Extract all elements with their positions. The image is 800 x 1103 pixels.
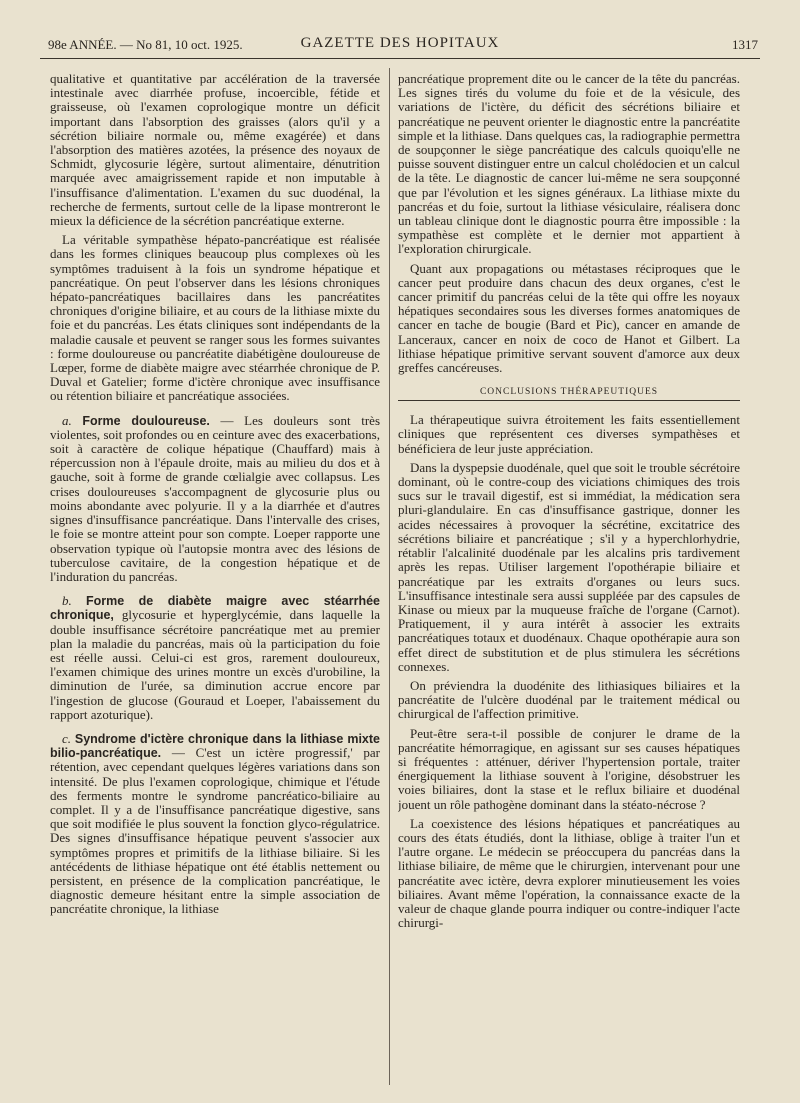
- paragraph-body: — Les douleurs sont très violentes, soit profondes ou en ceinture avec des exacerbations, soit à caractère de colique hépatique (Chauffard) mais à répercussion non à l'épaule droite, mais au milieu du dos et à gauche, soit à forme de grande cœlialgie avec collapsus. Les crises douloureuses s'accompagnent de glycosurie plus ou moins abondante avec polyurie. Il y a la diarrhée et d'autres signes d'insuffisance pancréatique. Dans l'intervalle des crises, le foie se montre atteint pour son compte. Loeper rapporte une observation typique où l'autopsie montra avec des lésions de tuberculose cavitaire, de la congestion hépatique et de l'induration du pancréas.: [50, 412, 380, 584]
- paragraph: qualitative et quantitative par accélération de la traversée intestinale avec diarrhée profuse, incoercible, fétide et graisseuse, où l'examen coprologique montre un déficit important dans l'absorption des graisses (alors qu'il y a sécrétion biliaire normale ou, même exagérée) et dans l'absorption des matières azotées, la présence des noyaux de Schmidt, glycosurie légère, surtout alimentaire, dénutrition marquée avec amaigrissement rapide et non imputable à l'insuffisance d'alimentation. L'examen du suc duodénal, la recherche de ferments, surtout celle de la lipase montreront le mieux la déficience de la sécrétion pancréatique externe.: [50, 72, 380, 229]
- paragraph: La thérapeutique suivra étroitement les faits essentiellement cliniques que représentent ces diverses sympathèses et bénéficiera de leur juste appréciation.: [398, 412, 740, 456]
- run-in-heading: Forme de diabète maigre avec stéarrhée chronique,: [50, 594, 380, 623]
- paragraph: Peut-être sera-t-il possible de conjurer le drame de la pancréatite hémorragique, en agissant sur ses causes hépatiques si fréquentes : atténuer, dériver l'hypertension portale, traiter énergiquement la lithiase souvent à l'origine, désobstruer les voies biliaires, dont la stase et le reflux biliaire et duodénal jouent un rôle pathogène dominant dans la stéato-nécrose ?: [398, 725, 740, 812]
- issue-info: 98e ANNÉE. — No 81, 10 oct. 1925.: [48, 37, 243, 52]
- paragraph: On préviendra la duodénite des lithiasiques biliaires et la pancréatite de l'ulcère duodénal par le traitement médical ou chirurgical de l'affection primitive.: [398, 677, 740, 722]
- item-letter: a.: [62, 412, 72, 428]
- paragraph-body: — C'est un ictère progressif,' par rétention, avec cependant quelques légères variations dans son intensité. De plus l'examen coprologique, chimique et l'étude des ferments montre le syndrome pancréatico-biliaire au complet. Il y a de l'insuffisance pancréatique digestive, sans que soit modifiée le plus souvent la fonction glyco-régulatrice. Des signes d'insuffisance hépatique peuvent s'associer aux symptômes propres et primitifs de la lithiase biliaire. Si les antécédents de lithiase hépatique ont été établis nettement ou persistent, en présence de la complication pancréatique, le diagnostic demeure hésitant entre la simple association de pancréatite chronique, la lithiase: [50, 745, 380, 917]
- paragraph: Dans la dyspepsie duodénale, quel que soit le trouble sécrétoire dominant, où le contre-coup des viciations chimiques des trois sucs sur le travail digestif, est si immédiat, la médication sera pluri-glandulaire. En cas d'insuffisance gastrique, donner les acides nécessaires à provoquer la sécrétine, excitatrice des sécrétions biliaire et pancréatique ; s'il y a hyperchlorhydrie, rétablir l'alcalinité duodénale par les alcalins pris tardivement après les repas. Utiliser largement l'opothérapie biliaire et pancréatique par les extraits d'organes ou leurs sucs. L'insuffisance intestinale sera aussi suppléée par des capsules de Kinase ou mieux par la muqueuse fraîche de l'organe (Carnot). Pratiquement, il y aura intérêt à associer les extraits pancréatiques totaux et duodénaux. Chaque opothérapie aura son effet direct de substitution et de plus stimulera les sécrétions connexes.: [398, 459, 740, 674]
- paragraph: La véritable sympathèse hépato-pancréatique est réalisée dans les formes cliniques beaucoup plus complexes où les symptômes traduisent à la fois un syndrome hépatique et pancréatique. On peut l'observer dans les lésions chroniques hépato-pancréatiques bacillaires dans les pancréatites chroniques d'origine biliaire, et au cours de la lithiase mixte du foie et du pancréas. Les états cliniques sont indépendants de la maladie causale et peuvent se ranger sous les formes suivantes : forme douloureuse ou pancréatite diabétigène douloureuse de Lœper, forme de diabète maigre avec stéarrhée chronique de P. Duval et Gatelier; forme d'ictère chronique avec insuffisance ou rétention biliaire et pancréatique associées.: [50, 232, 380, 404]
- left-column: [50, 72, 380, 1103]
- item-letter: c.: [62, 730, 72, 746]
- section-heading-text: CONCLUSIONS THÉRAPEUTIQUES: [398, 387, 740, 401]
- section-heading: [398, 387, 740, 401]
- journal-title: GAZETTE DES HOPITAUX: [300, 35, 500, 51]
- paragraph-body: glycosurie et hyperglycémie, dans laquelle la double insuffisance sécrétoire pancréatique met au premier plan la maladie du pancréas, mais où la participation du foie est réelle aussi. Celui-ci est gros, rarement douloureux, l'examen chimique des urines montre un excès d'urobiline, la diminution de l'urée, sa diminution accrue encore par l'ingestion de glucose (Gouraud et Loeper, l'abaissement du rapport azoturique).: [50, 607, 380, 722]
- paragraph: pancréatique proprement dite ou le cancer de la tête du pancréas. Les signes tirés du volume du foie et de la vésicule, des variations de l'ictère, du déficit des sécrétions biliaire et pancréatique ne peuvent orienter le diagnostic entre la pancréatite simple et la lithiase. Dans quelques cas, la radiographie permettra de soupçonner le siège pancréatique des calculs quoiqu'elle ne puisse souvent distinguer entre un calcul cholédocien et un calcul de la tête. Le diagnostic de cancer lui-même ne sera soupçonné que par l'évolution et les signes généraux. La lithiase mixte du pancréas et du foie, surtout la lithiase vésiculaire, réalisera donc un tableau clinique dont le diagnostic pourra être impossible : la sympathèse est complète et le dernier mot appartient à l'exploration chirurgicale.: [398, 72, 740, 257]
- page-number: 1317: [732, 37, 758, 52]
- run-in-heading: Syndrome d'ictère chronique dans la lithiase mixte bilio-pancréatique.: [50, 731, 380, 761]
- right-column: [398, 72, 740, 1103]
- paragraph-form-b: [50, 594, 380, 722]
- run-in-heading: Forme douloureuse.: [82, 413, 210, 428]
- paragraph: Quant aux propagations ou métastases réciproques que le cancer peut produire dans chacun des deux organes, c'est le cancer primitif du pancréas celui de la tête qui offre les noyaux hépatiques secondaires sous les diverses formes anatomiques de cancer en tache de bougie (Bard et Pic), cancer en amande de Lanceraux, cancer en noix de coco de Hanot et Gilbert. La lithiase hépatique primitive servant souvent d'amorce aux deux greffes cancéreuses.: [398, 260, 740, 376]
- paragraph-form-a: [50, 414, 380, 584]
- paragraph-form-c: [50, 732, 380, 917]
- column-divider: [389, 68, 390, 1085]
- page-header: [40, 28, 760, 59]
- paragraph: La coexistence des lésions hépatiques et pancréatiques au cours des états étudiés, dont la lithiase, oblige à traiter l'un et l'autre organe. Le médecin se préoccupera du pancréas dans la lithiase biliaire, de même que le chirurgien, intervenant pour une pancréatite avec ictère, devra explorer minutieusement les voies biliaires. Avant même l'opération, la connaissance exacte de la valeur de chaque glande pourra indiquer ou contre-indiquer l'acte chirurgi-: [398, 815, 740, 931]
- item-letter: b.: [62, 593, 72, 609]
